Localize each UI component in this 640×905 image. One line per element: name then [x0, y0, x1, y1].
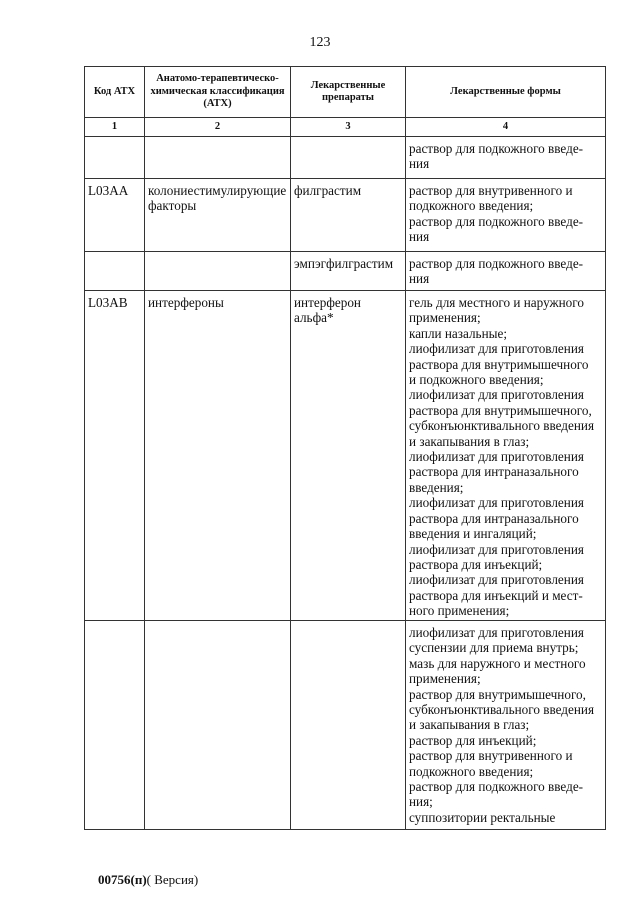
row-classification: колониестимулирующие факторы: [145, 179, 291, 252]
row-forms: раствор для подкожного введе- ния: [406, 137, 606, 179]
column-number-row: [85, 118, 606, 137]
row-forms: раствор для внутривенного и подкожного введения; раствор для подкожного введе- ния: [406, 179, 606, 252]
column-number: 4: [406, 118, 606, 137]
row-drug: [291, 137, 406, 179]
row-code: [85, 252, 145, 291]
table-row: [85, 291, 606, 621]
row-forms: раствор для подкожного введе- ния: [406, 252, 606, 291]
header-drugs: Лекарственные препараты: [291, 67, 406, 118]
row-forms: лиофилизат для приготовления суспензии для приема внутрь; мазь для наружного и местного применения; раствор для внутримышечного, субконъюнктивального введения и закапывания в глаз; раствор для инъекций; раствор для внутривенного и подкожного введения; раствор для подкожного введе- ния; суппозитории ректальные: [406, 621, 606, 830]
table-row: [85, 621, 606, 830]
row-forms: гель для местного и наружного применения; капли назальные; лиофилизат для приготовления раствора для внутримышечного и подкожного введения; лиофилизат для приготовления раствора для внутримышечного, субконъюнктивального введения и закапывания в глаз; лиофилизат для приготовления раствора для интраназального введения; лиофилизат для приготовления раствора для интраназального введения и ингаляций; лиофилизат для приготовления раствора для инъекций; лиофилизат для приготовления раствора для инъекций и мест- ного применения;: [406, 291, 606, 621]
header-classification: Анатомо-терапевтическо-химическая классификация (АТХ): [145, 67, 291, 118]
table-row: [85, 252, 606, 291]
row-code: [85, 137, 145, 179]
column-number: 2: [145, 118, 291, 137]
page-number: 123: [309, 35, 331, 50]
row-drug: эмпэгфилграстим: [291, 252, 406, 291]
table-row: [85, 179, 606, 252]
row-classification: интерфероны: [145, 291, 291, 621]
table-row: [85, 137, 606, 179]
row-code: L03AB: [85, 291, 145, 621]
column-number: 3: [291, 118, 406, 137]
table-body: [85, 137, 606, 830]
row-drug: филграстим: [291, 179, 406, 252]
row-drug: [291, 621, 406, 830]
table-header-row: [85, 67, 606, 118]
header-code: Код АТХ: [85, 67, 145, 118]
footer-doc-code: 00756(п): [98, 872, 147, 887]
drug-table: [84, 66, 606, 830]
row-classification: [145, 137, 291, 179]
header-forms: Лекарственные формы: [406, 67, 606, 118]
row-classification: [145, 252, 291, 291]
row-code: [85, 621, 145, 830]
row-code: L03AA: [85, 179, 145, 252]
column-number: 1: [85, 118, 145, 137]
row-classification: [145, 621, 291, 830]
footer: [98, 872, 198, 888]
row-drug: интерферон альфа*: [291, 291, 406, 621]
footer-version: ( Версия): [146, 872, 199, 887]
